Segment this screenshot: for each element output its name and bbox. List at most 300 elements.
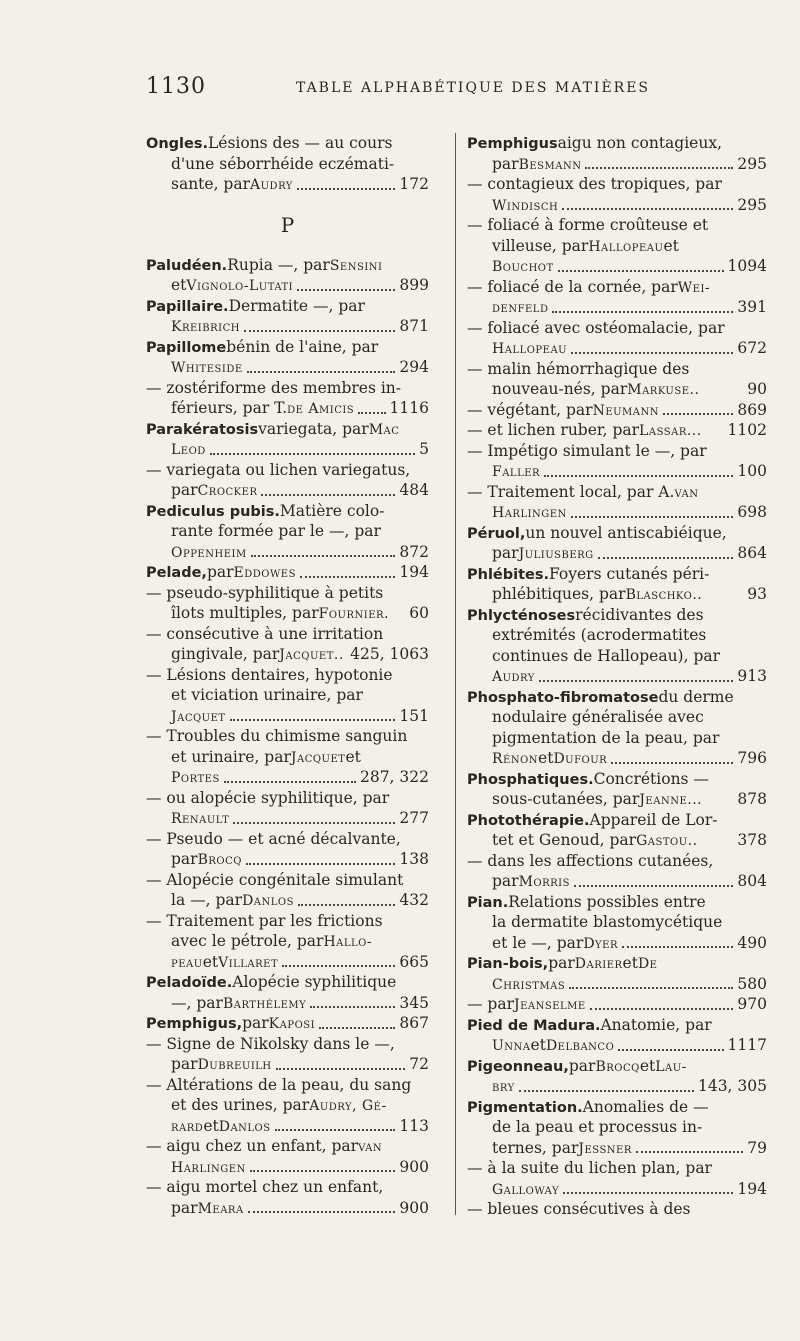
index-continuation bbox=[467, 584, 767, 605]
entry-text: — variegata ou lichen variegatus, bbox=[146, 460, 411, 479]
entry-heading: Péruol, bbox=[467, 525, 526, 542]
entry-text: gingivale, par bbox=[171, 645, 280, 663]
author-name: Oppenheim bbox=[171, 544, 247, 561]
index-continuation bbox=[146, 890, 429, 911]
entry-text: par bbox=[242, 1014, 269, 1032]
page-reference: 698 bbox=[737, 503, 767, 521]
dot-leader bbox=[230, 719, 396, 721]
page-reference: 900 bbox=[399, 1198, 429, 1217]
index-continuation bbox=[146, 275, 429, 296]
entry-text: — Traitement par les frictions bbox=[146, 911, 383, 930]
index-entry bbox=[467, 769, 767, 790]
entry-text: — bleues consécutives à des bbox=[467, 1200, 691, 1218]
entry-text: — à la suite du lichen plan, par bbox=[467, 1159, 712, 1177]
index-continuation bbox=[467, 1035, 767, 1056]
entry-heading: Phlébites. bbox=[467, 566, 550, 583]
author-name: Darier bbox=[574, 956, 623, 972]
author-name: Christmas bbox=[492, 976, 566, 993]
author-name: Audry bbox=[250, 177, 293, 193]
author-name: Delbanco bbox=[545, 1038, 615, 1054]
page-reference: 878 bbox=[737, 790, 767, 808]
entry-text: par bbox=[171, 481, 198, 499]
author-name: Brocq bbox=[197, 852, 242, 868]
index-continuation bbox=[146, 603, 429, 624]
column-divider bbox=[455, 133, 456, 1215]
entry-text: — foliacé avec ostéomalacie, par bbox=[467, 318, 725, 337]
author-name: Gastou.. bbox=[636, 833, 698, 849]
entry-text: et bbox=[663, 236, 679, 255]
index-subentry bbox=[146, 378, 429, 399]
index-entry bbox=[467, 564, 767, 585]
index-continuation bbox=[467, 728, 767, 749]
entry-text: récidivantes des bbox=[575, 605, 704, 624]
page-reference: 490 bbox=[737, 933, 767, 952]
entry-text: par bbox=[568, 1056, 596, 1075]
page-reference: 93 bbox=[747, 585, 767, 603]
index-subentry bbox=[467, 359, 767, 380]
index-continuation bbox=[467, 256, 767, 277]
index-continuation bbox=[146, 1198, 429, 1219]
entry-text: — ou alopécie syphilitique, par bbox=[146, 788, 390, 807]
dot-leader bbox=[246, 863, 395, 865]
page-reference: 172 bbox=[399, 175, 429, 193]
page-reference: 100 bbox=[737, 462, 767, 480]
page-reference: 90 bbox=[747, 380, 767, 398]
entry-text: par bbox=[492, 154, 519, 173]
entry-text: par bbox=[548, 954, 575, 972]
entry-text: avec le pétrole, par bbox=[171, 932, 324, 950]
author-name: Morris bbox=[518, 874, 570, 890]
index-subentry bbox=[467, 215, 767, 236]
index-continuation bbox=[146, 993, 429, 1014]
entry-text: — Altérations de la peau, du sang bbox=[146, 1075, 412, 1094]
dot-leader bbox=[310, 1006, 395, 1008]
author-name: Eddowes bbox=[233, 565, 296, 581]
page-reference: 580 bbox=[737, 974, 767, 993]
dot-leader bbox=[247, 371, 396, 373]
index-entry bbox=[146, 255, 429, 276]
entry-text: ternes, par bbox=[492, 1138, 579, 1157]
dot-leader bbox=[261, 494, 395, 496]
author-name: Faller bbox=[492, 464, 541, 480]
entry-text: variegata, par bbox=[258, 419, 369, 438]
entry-text: et bbox=[530, 1036, 546, 1054]
page-reference: 796 bbox=[737, 749, 767, 767]
entry-heading: Photothérapie. bbox=[467, 812, 590, 829]
entry-text: du derme bbox=[658, 687, 734, 706]
entry-text: et bbox=[639, 1056, 656, 1075]
index-subentry bbox=[467, 851, 767, 872]
author-name: Kreibrich bbox=[171, 319, 240, 335]
index-entry bbox=[467, 1056, 767, 1077]
author-name: Danlos bbox=[218, 1118, 271, 1135]
entry-text: — Traitement local, par A. bbox=[467, 482, 675, 501]
index-subentry bbox=[467, 441, 767, 462]
entry-text: sante, par bbox=[171, 175, 251, 193]
left-column bbox=[146, 133, 429, 1218]
entry-text: — par bbox=[467, 995, 514, 1013]
index-continuation bbox=[146, 931, 429, 952]
index-subentry bbox=[467, 1158, 767, 1179]
author-name: Fournier. bbox=[318, 606, 389, 622]
entry-text: et bbox=[622, 954, 638, 972]
page-reference: 151 bbox=[399, 706, 429, 725]
dot-leader bbox=[358, 412, 385, 414]
author-name: Dubreuilh bbox=[197, 1057, 272, 1073]
index-subentry bbox=[467, 174, 767, 195]
author-name: Dyer bbox=[583, 935, 618, 952]
author-name: Galloway bbox=[492, 1181, 560, 1198]
author-name: de Amicis bbox=[287, 401, 355, 417]
index-entry bbox=[146, 972, 429, 993]
entry-heading: Phlycténoses bbox=[467, 607, 576, 624]
entry-text: — aigu chez un enfant, par bbox=[146, 1137, 359, 1155]
author-name: Jacquet.. bbox=[279, 647, 344, 663]
index-subentry bbox=[146, 726, 429, 747]
index-entry bbox=[146, 501, 429, 522]
index-entry bbox=[146, 562, 429, 583]
index-continuation bbox=[467, 461, 767, 482]
page-reference: 1102 bbox=[727, 421, 767, 439]
author-name: Jeanne... bbox=[639, 792, 703, 808]
index-continuation bbox=[467, 502, 767, 523]
dot-leader bbox=[558, 270, 724, 272]
entry-text: Rupia —, par bbox=[227, 255, 330, 274]
index-continuation bbox=[146, 521, 429, 542]
page-reference: 295 bbox=[737, 154, 767, 173]
author-name: peau bbox=[171, 954, 203, 971]
index-subentry bbox=[146, 788, 429, 809]
author-name: Crocker bbox=[197, 483, 258, 499]
page-reference: 1117 bbox=[727, 1036, 767, 1054]
index-continuation bbox=[146, 849, 429, 870]
entry-text: — aigu mortel chez un enfant, bbox=[146, 1178, 384, 1196]
dot-leader bbox=[519, 1090, 694, 1092]
dot-leader bbox=[563, 1192, 733, 1194]
entry-text: rante formée par le —, par bbox=[171, 522, 381, 540]
entry-text: — et lichen ruber, par bbox=[467, 421, 640, 439]
entry-text: par bbox=[492, 872, 519, 890]
author-name: Hallo- bbox=[323, 934, 373, 950]
dot-leader bbox=[590, 1008, 734, 1010]
entry-text: — pseudo-syphilitique à petits bbox=[146, 583, 384, 602]
index-subentry bbox=[146, 1177, 429, 1198]
page-number: 1130 bbox=[146, 74, 206, 99]
index-entry bbox=[146, 337, 429, 358]
page-reference: 804 bbox=[737, 872, 767, 890]
dot-leader bbox=[297, 188, 396, 190]
page-reference: 378 bbox=[737, 831, 767, 849]
entry-text: Anatomie, par bbox=[600, 1015, 712, 1034]
author-name: rard bbox=[171, 1118, 204, 1135]
entry-heading: Phosphato-fibromatose bbox=[467, 689, 659, 706]
index-continuation bbox=[467, 912, 767, 933]
page-reference: 194 bbox=[737, 1179, 767, 1198]
index-continuation bbox=[467, 236, 767, 257]
entry-text: et bbox=[345, 747, 361, 766]
index-continuation bbox=[467, 707, 767, 728]
dot-leader bbox=[552, 311, 733, 313]
author-name: Blaschko.. bbox=[625, 587, 703, 603]
author-name: Neumann bbox=[592, 402, 660, 419]
dot-leader bbox=[233, 822, 395, 824]
index-continuation bbox=[146, 398, 429, 419]
page-reference: 900 bbox=[399, 1157, 429, 1176]
entry-heading: Pemphigus, bbox=[146, 1016, 243, 1032]
entry-text: — malin hémorrhagique des bbox=[467, 359, 690, 378]
author-name: van bbox=[674, 484, 699, 501]
dot-leader bbox=[244, 330, 395, 332]
entry-heading: Pemphigus bbox=[467, 136, 558, 152]
page-reference: 391 bbox=[737, 298, 767, 316]
author-name: Lassar... bbox=[639, 423, 702, 439]
index-continuation bbox=[467, 830, 767, 851]
index-subentry bbox=[146, 829, 429, 850]
index-subentry bbox=[146, 1034, 429, 1055]
author-name: Jessner bbox=[578, 1140, 632, 1157]
index-continuation bbox=[146, 439, 429, 460]
author-name: Jacquet bbox=[171, 708, 226, 725]
entry-text: tet et Genoud, par bbox=[492, 831, 637, 849]
entry-heading: Pigmentation. bbox=[467, 1099, 583, 1116]
page-reference: 425, 1063 bbox=[350, 645, 429, 663]
index-continuation bbox=[467, 154, 767, 175]
index-continuation bbox=[146, 1054, 429, 1075]
author-name: bry bbox=[492, 1079, 515, 1095]
index-subentry bbox=[467, 420, 767, 441]
index-continuation bbox=[146, 706, 429, 727]
entry-text: — foliacé de la cornée, par bbox=[467, 277, 678, 296]
page-reference: 138 bbox=[399, 850, 429, 868]
entry-text: de la peau et processus in- bbox=[492, 1118, 703, 1136]
entry-text: — Troubles du chimisme sanguin bbox=[146, 727, 408, 745]
dot-leader bbox=[622, 946, 733, 948]
entry-heading: Papillome bbox=[146, 339, 227, 356]
index-continuation bbox=[467, 1076, 767, 1097]
page-reference: 864 bbox=[737, 544, 767, 562]
entry-text: et bbox=[171, 276, 187, 294]
page-reference: 665 bbox=[399, 952, 429, 971]
author-name: Barthélemy bbox=[222, 995, 307, 1012]
page-reference: 295 bbox=[737, 195, 767, 214]
entry-text: férieurs, par T. bbox=[171, 399, 288, 417]
dot-leader bbox=[618, 1049, 723, 1051]
index-subentry bbox=[146, 624, 429, 645]
entry-text: Concrétions — bbox=[593, 769, 709, 788]
dot-leader bbox=[571, 516, 734, 518]
author-name: Unna bbox=[492, 1038, 531, 1054]
dot-leader bbox=[319, 1027, 395, 1029]
page-reference: 5 bbox=[419, 440, 429, 458]
entry-text: — zostériforme des membres in- bbox=[146, 378, 402, 397]
entry-text: et viciation urinaire, par bbox=[171, 686, 363, 704]
entry-text: par bbox=[206, 563, 234, 581]
index-continuation bbox=[467, 1117, 767, 1138]
entry-text: — Lésions dentaires, hypotonie bbox=[146, 665, 393, 684]
entry-text: — contagieux des tropiques, par bbox=[467, 175, 722, 193]
entry-text: et bbox=[202, 952, 219, 971]
entry-text: par bbox=[171, 1198, 198, 1217]
index-continuation bbox=[467, 338, 767, 359]
index-subentry bbox=[146, 460, 429, 481]
dot-leader bbox=[574, 885, 733, 887]
index-continuation bbox=[467, 625, 767, 646]
right-column bbox=[467, 133, 767, 1220]
index-continuation bbox=[467, 789, 767, 810]
page-reference: 287, 322 bbox=[359, 768, 429, 786]
page-header bbox=[0, 74, 800, 104]
author-name: Dufour bbox=[553, 751, 608, 767]
entry-text: — dans les affections cutanées, bbox=[467, 851, 714, 870]
entry-text: par bbox=[171, 850, 198, 868]
page-reference: 143, 305 bbox=[697, 1077, 767, 1095]
entry-text: sous-cutanées, par bbox=[492, 790, 640, 808]
dot-leader bbox=[585, 167, 733, 169]
entry-text: par bbox=[171, 1055, 198, 1073]
entry-text: Lésions des — au cours bbox=[207, 134, 393, 152]
index-subentry bbox=[146, 870, 429, 891]
page-reference: 1094 bbox=[727, 257, 767, 275]
index-subentry bbox=[146, 1136, 429, 1157]
author-name: Jeanselme bbox=[514, 997, 586, 1013]
index-continuation bbox=[467, 933, 767, 954]
page-reference: 1116 bbox=[389, 399, 429, 417]
author-name: Rénon bbox=[492, 751, 539, 767]
entry-heading: Pian-bois, bbox=[467, 956, 549, 972]
entry-heading: Ongles. bbox=[146, 136, 208, 152]
index-continuation bbox=[146, 767, 429, 788]
entry-heading: Pelade, bbox=[146, 565, 207, 581]
author-name: van bbox=[358, 1139, 383, 1155]
index-entry bbox=[146, 296, 429, 317]
page-reference: 432 bbox=[399, 891, 429, 909]
entry-heading: Pian. bbox=[467, 894, 509, 911]
author-name: Besmann bbox=[518, 156, 582, 173]
index-entry bbox=[467, 953, 767, 974]
entry-text: — Alopécie congénitale simulant bbox=[146, 870, 404, 889]
author-name: Vignolo-Lutati bbox=[186, 278, 294, 294]
entry-heading: Phosphatiques. bbox=[467, 771, 594, 788]
index-entry bbox=[146, 133, 429, 154]
author-name: Renault bbox=[171, 811, 230, 827]
page-reference: 913 bbox=[737, 667, 767, 685]
entry-text: et bbox=[538, 749, 554, 767]
entry-text: Matière colo- bbox=[279, 501, 385, 520]
page-reference: 294 bbox=[399, 358, 429, 376]
entry-text: phlébitiques, par bbox=[492, 585, 626, 603]
index-continuation bbox=[467, 379, 767, 400]
author-name: Jacquet bbox=[290, 749, 346, 766]
section-letter: P bbox=[280, 212, 295, 237]
dot-leader bbox=[298, 904, 395, 906]
index-entry bbox=[467, 1015, 767, 1036]
index-subentry bbox=[467, 1199, 767, 1220]
index-continuation bbox=[146, 952, 429, 973]
author-name: Audry bbox=[492, 669, 535, 685]
index-continuation bbox=[467, 666, 767, 687]
index-continuation bbox=[467, 646, 767, 667]
entry-text: Anomalies de — bbox=[582, 1097, 709, 1116]
index-continuation bbox=[146, 685, 429, 706]
author-name: Whiteside bbox=[171, 360, 243, 376]
index-subentry bbox=[146, 665, 429, 686]
index-continuation bbox=[467, 297, 767, 318]
entry-text: — Signe de Nikolsky dans le —, bbox=[146, 1034, 395, 1053]
author-name: Sensini bbox=[329, 257, 383, 274]
dot-leader bbox=[539, 680, 734, 682]
index-continuation bbox=[467, 748, 767, 769]
index-continuation bbox=[146, 480, 429, 501]
author-name: Harlingen bbox=[171, 1159, 246, 1176]
entry-text: villeuse, par bbox=[492, 236, 589, 255]
index-continuation bbox=[467, 1179, 767, 1200]
index-entry bbox=[467, 892, 767, 913]
entry-heading: Pied de Madura. bbox=[467, 1017, 601, 1034]
entry-text: et des urines, par bbox=[171, 1096, 310, 1114]
dot-leader bbox=[569, 987, 733, 989]
entry-text: la —, par bbox=[171, 891, 243, 909]
author-name: Harlingen bbox=[492, 505, 567, 521]
index-continuation bbox=[467, 974, 767, 995]
entry-text: d'une séborrhéide eczémati- bbox=[171, 154, 395, 173]
page-reference: 113 bbox=[399, 1116, 429, 1135]
index-continuation bbox=[146, 357, 429, 378]
dot-leader bbox=[544, 475, 733, 477]
index-continuation bbox=[467, 1138, 767, 1159]
index-entry bbox=[467, 605, 767, 626]
entry-text: Alopécie syphilitique bbox=[232, 973, 397, 991]
entry-text: et le —, par bbox=[492, 933, 584, 952]
entry-text: extrémités (acrodermatites bbox=[492, 626, 707, 644]
entry-text: — Impétigo simulant le —, par bbox=[467, 441, 707, 460]
entry-text: — foliacé à forme croûteuse et bbox=[467, 216, 709, 234]
page-reference: 72 bbox=[409, 1055, 429, 1073]
index-continuation bbox=[146, 316, 429, 337]
index-subentry bbox=[467, 400, 767, 421]
entry-text: et bbox=[203, 1116, 219, 1135]
index-continuation bbox=[146, 1116, 429, 1137]
index-subentry bbox=[467, 482, 767, 503]
dot-leader bbox=[251, 555, 396, 557]
index-subentry bbox=[146, 1075, 429, 1096]
page-reference: 867 bbox=[399, 1014, 429, 1032]
author-name: Leod bbox=[171, 442, 206, 458]
entry-text: — Pseudo — et acné décalvante, bbox=[146, 829, 401, 848]
index-continuation bbox=[146, 808, 429, 829]
index-entry bbox=[467, 523, 767, 544]
author-name: Villaret bbox=[218, 954, 279, 971]
author-name: Lau- bbox=[655, 1058, 687, 1075]
entry-heading: Paludéen. bbox=[146, 257, 228, 274]
page-reference: 672 bbox=[737, 339, 767, 357]
page-reference: 869 bbox=[737, 400, 767, 419]
author-name: Markuse.. bbox=[627, 382, 700, 398]
index-continuation bbox=[146, 747, 429, 768]
entry-text: un nouvel antiscabiéique, bbox=[525, 523, 727, 542]
index-continuation bbox=[467, 871, 767, 892]
author-name: Hallopeau bbox=[492, 341, 568, 357]
dot-leader bbox=[297, 289, 395, 291]
entry-text: îlots multiples, par bbox=[171, 604, 319, 622]
page-reference: 484 bbox=[399, 481, 429, 499]
entry-heading: Peladoïde. bbox=[146, 975, 233, 991]
entry-text: continues de Hallopeau), par bbox=[492, 646, 721, 665]
dot-leader bbox=[598, 557, 734, 559]
author-name: Kaposi bbox=[268, 1016, 316, 1032]
page-reference: 871 bbox=[399, 317, 429, 335]
index-continuation bbox=[146, 174, 429, 195]
entry-text: Foyers cutanés péri- bbox=[549, 564, 710, 583]
